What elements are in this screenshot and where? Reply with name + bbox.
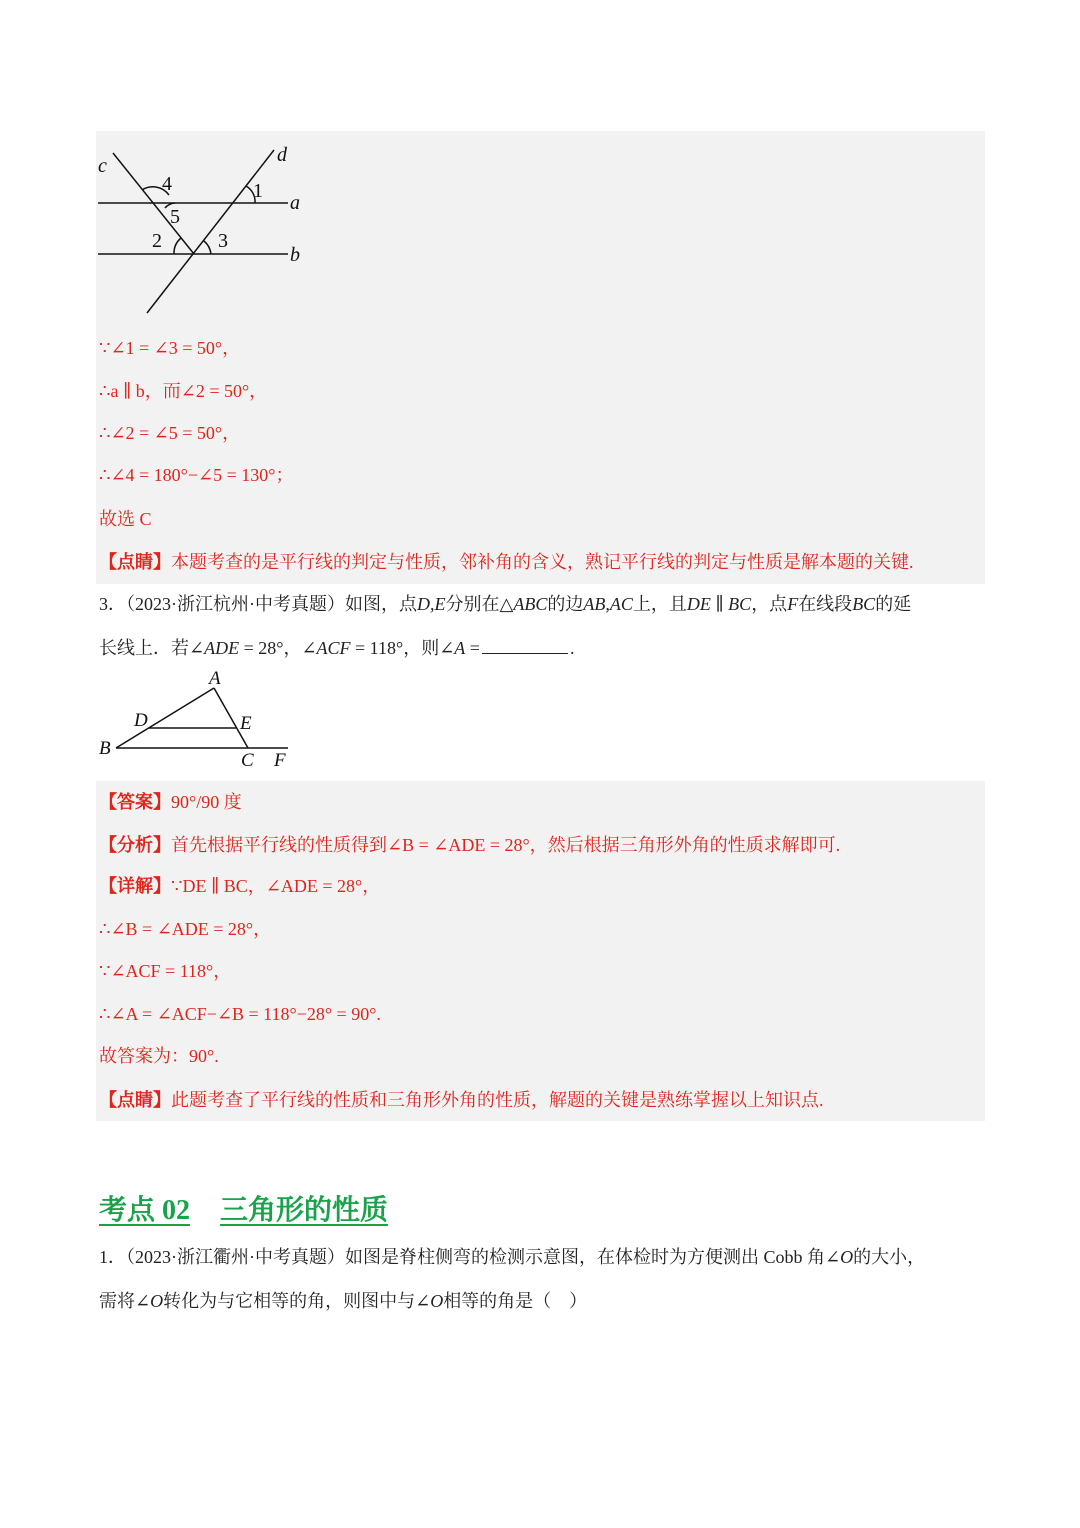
question-number: 3． <box>99 594 126 614</box>
q3-math: ADE <box>204 638 240 658</box>
q3-math: D,E <box>417 594 446 614</box>
q3-text: 长线上．若∠ <box>99 638 205 658</box>
label-c: c <box>98 155 107 177</box>
q3-math: BC <box>852 594 876 614</box>
label-1: 1 <box>253 180 263 202</box>
label-b: b <box>290 244 300 266</box>
section-heading <box>99 1188 388 1228</box>
q1-text: 需将∠ <box>99 1291 151 1311</box>
q3-text: = 28°，∠ <box>239 638 317 658</box>
question-source: （2023·浙江杭州·中考真题） <box>126 594 345 614</box>
solution1-line-3: ∴∠2 = ∠5 = 50°， <box>99 423 241 443</box>
comment-text: 此题考查了平行线的性质和三角形外角的性质，解题的关键是熟练掌握以上知识点. <box>171 1090 824 1110</box>
solution1-comment <box>99 550 914 574</box>
comment-tag: 【点睛】 <box>99 552 171 572</box>
parallel-lines-figure <box>90 138 320 318</box>
q3-text: 分别在 <box>445 594 500 614</box>
solution2-line-4: 故答案为：90°. <box>99 1046 219 1066</box>
q3-math: AB,AC <box>583 594 633 614</box>
q1-math: O <box>840 1247 854 1267</box>
answer-text: 90°/90 度 <box>171 792 242 812</box>
q1-text: 的大小， <box>853 1247 926 1267</box>
solution1-line-1: ∵∠1 = ∠3 = 50°， <box>99 338 241 358</box>
solution1-line-2: ∴a ∥ b，而∠2 = 50°， <box>99 381 268 401</box>
label-F: F <box>274 750 286 771</box>
label-5: 5 <box>170 206 180 228</box>
solution2-line-3: ∴∠A = ∠ACF−∠B = 118°−28° = 90°. <box>99 1004 381 1024</box>
solution1-line-5: 故选 C <box>99 509 152 529</box>
q3-text: 如图，点 <box>345 594 417 614</box>
q3-math: ∥ <box>710 594 729 614</box>
comment-tag: 【点睛】 <box>99 1090 171 1110</box>
question-number: 1． <box>99 1247 126 1267</box>
q3-math: A <box>454 638 466 658</box>
solution2-line-1: ∴∠B = ∠ADE = 28°， <box>99 919 272 939</box>
question-3-line-2 <box>99 635 574 660</box>
q3-math: ACF <box>316 638 351 658</box>
label-2: 2 <box>152 230 162 252</box>
question-1-line-1 <box>99 1245 925 1269</box>
label-E: E <box>240 713 252 734</box>
detail-line <box>99 874 380 898</box>
label-C: C <box>241 750 254 771</box>
label-B: B <box>99 738 111 759</box>
q3-math: △ <box>499 594 514 614</box>
q3-text: 的边 <box>547 594 584 614</box>
analysis-line <box>99 833 840 857</box>
q3-text: . <box>569 638 575 658</box>
analysis-tag: 【分析】 <box>99 835 171 855</box>
angle-arc-2 <box>174 238 181 254</box>
comment-text: 本题考查的是平行线的判定与性质，邻补角的含义，熟记平行线的判定与性质是解本题的关键. <box>171 552 914 572</box>
triangle-figure <box>92 668 302 778</box>
q1-text: 相等的角是（ ） <box>443 1291 588 1311</box>
label-A: A <box>209 668 221 689</box>
q3-math: BC <box>728 594 752 614</box>
q3-text: 的延 <box>875 594 912 614</box>
q1-text: 转化为与它相等的角，则图中与∠ <box>163 1291 431 1311</box>
section-number: 考点 02 <box>99 1195 191 1226</box>
label-D: D <box>134 710 148 731</box>
question-1-line-2 <box>99 1289 587 1313</box>
segment-BA <box>116 688 214 748</box>
label-4: 4 <box>162 173 172 195</box>
detail-tag: 【详解】 <box>99 876 171 896</box>
label-3: 3 <box>218 230 228 252</box>
question-3-line-1 <box>99 592 911 616</box>
section-title: 三角形的性质 <box>220 1195 389 1226</box>
q3-text: 上，且 <box>632 594 687 614</box>
solution2-comment <box>99 1088 824 1112</box>
solution2-line-2: ∵∠ACF = 118°， <box>99 961 232 981</box>
question-source: （2023·浙江衢州·中考真题） <box>126 1247 345 1267</box>
q1-math: O <box>430 1291 444 1311</box>
q3-text: = <box>465 638 480 658</box>
q3-math: F <box>787 594 799 614</box>
q1-text: 如图是脊柱侧弯的检测示意图，在体检时为方便测出 Cobb 角∠ <box>345 1247 841 1267</box>
analysis-text: 首先根据平行线的性质得到∠B = ∠ADE = 28°，然后根据三角形外角的性质求解即可. <box>171 835 841 855</box>
q3-text: = 118°，则∠ <box>350 638 455 658</box>
q3-text: ，点 <box>751 594 788 614</box>
q3-math: DE <box>686 594 711 614</box>
q3-text: 在线段 <box>798 594 853 614</box>
answer-blank <box>482 635 568 654</box>
q3-math: ABC <box>513 594 548 614</box>
label-d: d <box>277 144 287 166</box>
solution-box-2 <box>96 781 985 1121</box>
solution1-line-4: ∴∠4 = 180°−∠5 = 130°； <box>99 465 294 485</box>
q1-math: O <box>150 1291 164 1311</box>
answer-line <box>99 790 242 814</box>
detail-text: ∵DE ∥ BC，∠ADE = 28°， <box>171 876 381 896</box>
angle-arc-3 <box>204 241 211 254</box>
label-a: a <box>290 192 300 214</box>
answer-tag: 【答案】 <box>99 792 171 812</box>
